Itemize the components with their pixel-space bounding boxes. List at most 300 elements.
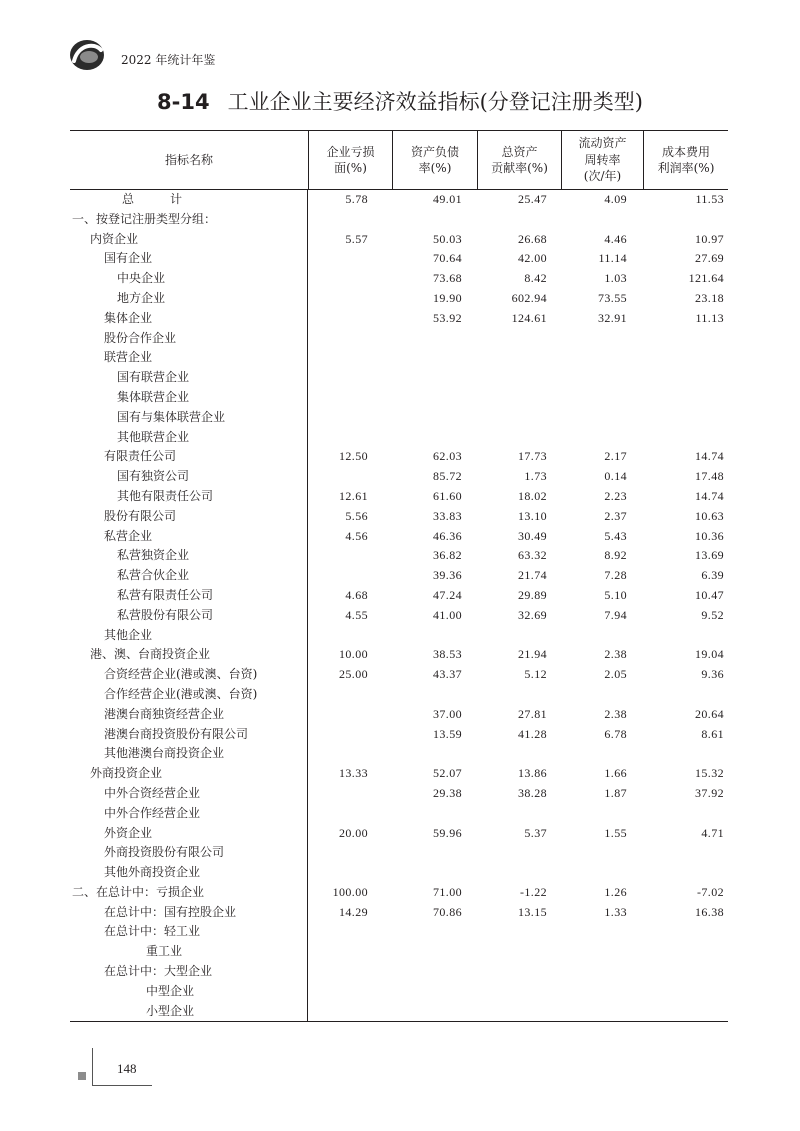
table-row — [70, 566, 728, 586]
current-asset-turnover-cell: 2.05 — [604, 667, 627, 682]
table-row — [70, 903, 728, 923]
data-table — [70, 130, 728, 1022]
row-label: 股份有限公司 — [70, 507, 308, 527]
cost-profit-margin-cell — [643, 962, 728, 982]
loss-ratio-cell — [308, 863, 392, 883]
loss-ratio-cell — [308, 725, 392, 745]
header-line: 周转率 — [584, 152, 621, 167]
table-row — [70, 1002, 728, 1022]
asset-contribution-rate-cell: 26.68 — [518, 231, 547, 246]
cost-profit-margin-cell — [643, 626, 728, 646]
row-label: 联营企业 — [70, 348, 308, 368]
current-asset-turnover-cell — [561, 626, 643, 646]
asset-liability-ratio-cell — [392, 843, 477, 863]
asset-liability-ratio-cell — [392, 368, 477, 388]
asset-contribution-rate-cell: 8.42 — [524, 271, 547, 286]
asset-liability-ratio-cell: 70.64 — [433, 251, 462, 266]
current-asset-turnover-cell — [561, 962, 643, 982]
loss-ratio-cell — [308, 348, 392, 368]
loss-ratio-cell — [308, 566, 392, 586]
row-label: 其他联营企业 — [70, 428, 308, 448]
loss-ratio-cell — [308, 1002, 392, 1022]
loss-ratio-cell: 4.68 — [345, 587, 368, 602]
cost-profit-margin-cell — [643, 744, 728, 764]
row-label: 合作经营企业(港或澳、台资) — [70, 685, 308, 705]
footer-rule — [92, 1085, 152, 1086]
asset-contribution-rate-cell — [477, 329, 561, 349]
row-label: 在总计中：大型企业 — [70, 962, 308, 982]
loss-ratio-cell — [308, 210, 392, 230]
asset-liability-ratio-cell — [392, 329, 477, 349]
current-asset-turnover-cell: 1.66 — [604, 766, 627, 781]
table-row — [70, 606, 728, 626]
loss-ratio-cell: 4.56 — [345, 528, 368, 543]
row-label: 其他外商投资企业 — [70, 863, 308, 883]
table-row — [70, 190, 728, 210]
asset-liability-ratio-cell — [392, 804, 477, 824]
current-asset-turnover-cell — [561, 685, 643, 705]
asset-contribution-rate-cell — [477, 408, 561, 428]
asset-contribution-rate-cell: 32.69 — [518, 607, 547, 622]
cost-profit-margin-cell: 11.53 — [695, 192, 724, 206]
asset-contribution-rate-cell: -1.22 — [520, 884, 547, 899]
cost-profit-margin-cell: 20.64 — [695, 706, 724, 721]
asset-contribution-rate-cell — [477, 922, 561, 942]
asset-liability-ratio-cell: 38.53 — [433, 647, 462, 662]
asset-liability-ratio-cell — [392, 408, 477, 428]
row-label: 中外合资经营企业 — [70, 784, 308, 804]
current-asset-turnover-cell: 2.23 — [604, 488, 627, 503]
current-asset-turnover-cell — [561, 1002, 643, 1022]
cost-profit-margin-cell: 37.92 — [695, 785, 724, 800]
loss-ratio-cell — [308, 962, 392, 982]
table-row — [70, 824, 728, 844]
row-label: 中外合作经营企业 — [70, 804, 308, 824]
asset-contribution-rate-cell — [477, 843, 561, 863]
table-row — [70, 922, 728, 942]
table-row — [70, 843, 728, 863]
cost-profit-margin-cell — [643, 804, 728, 824]
current-asset-turnover-cell: 2.38 — [604, 706, 627, 721]
header-line: 指标名称 — [164, 152, 213, 167]
table-row — [70, 249, 728, 269]
row-label: 外资企业 — [70, 824, 308, 844]
cost-profit-margin-cell: 14.74 — [695, 449, 724, 464]
asset-contribution-rate-cell: 13.15 — [518, 904, 547, 919]
asset-liability-ratio-cell: 59.96 — [433, 825, 462, 840]
table-row — [70, 428, 728, 448]
asset-liability-ratio-cell — [392, 626, 477, 646]
asset-liability-ratio-cell: 50.03 — [433, 231, 462, 246]
current-asset-turnover-cell: 1.03 — [604, 271, 627, 286]
cost-profit-margin-cell — [643, 942, 728, 962]
loss-ratio-cell — [308, 428, 392, 448]
cost-profit-margin-cell: 9.36 — [701, 667, 724, 682]
cost-profit-margin-cell: 15.32 — [695, 766, 724, 781]
table-row — [70, 764, 728, 784]
current-asset-turnover-cell: 2.38 — [604, 647, 627, 662]
table-row — [70, 645, 728, 665]
table-row — [70, 408, 728, 428]
row-label: 股份合作企业 — [70, 329, 308, 349]
cost-profit-margin-cell: 10.36 — [695, 528, 724, 543]
row-label: 总 计 — [70, 190, 308, 210]
table-row — [70, 744, 728, 764]
row-label: 小型企业 — [70, 1002, 308, 1022]
row-label: 其他企业 — [70, 626, 308, 646]
cost-profit-margin-cell — [643, 685, 728, 705]
cost-profit-margin-cell — [643, 982, 728, 1002]
asset-contribution-rate-cell — [477, 348, 561, 368]
row-label: 中央企业 — [70, 269, 308, 289]
asset-liability-ratio-cell — [392, 863, 477, 883]
cost-profit-margin-cell: 121.64 — [688, 271, 724, 286]
asset-contribution-rate-cell: 41.28 — [518, 726, 547, 741]
table-row — [70, 962, 728, 982]
table-row — [70, 626, 728, 646]
row-label: 重工业 — [70, 942, 308, 962]
current-asset-turnover-cell: 5.10 — [604, 587, 627, 602]
current-asset-turnover-cell: 11.14 — [598, 251, 627, 266]
loss-ratio-cell: 13.33 — [339, 766, 368, 781]
asset-liability-ratio-cell — [392, 962, 477, 982]
table-row — [70, 230, 728, 250]
cost-profit-margin-cell: 10.63 — [695, 508, 724, 523]
current-asset-turnover-cell: 1.87 — [604, 785, 627, 800]
asset-liability-ratio-cell — [392, 388, 477, 408]
loss-ratio-cell — [308, 626, 392, 646]
asset-contribution-rate-cell: 30.49 — [518, 528, 547, 543]
table-header — [70, 130, 728, 190]
cost-profit-margin-cell — [643, 408, 728, 428]
cost-profit-margin-cell — [643, 863, 728, 883]
loss-ratio-cell: 5.56 — [345, 508, 368, 523]
statistics-emblem-icon — [68, 38, 106, 72]
loss-ratio-cell — [308, 467, 392, 487]
table-row — [70, 725, 728, 745]
current-asset-turnover-cell: 73.55 — [598, 290, 627, 305]
cost-profit-margin-cell: 17.48 — [695, 469, 724, 484]
asset-contribution-rate-cell — [477, 942, 561, 962]
table-row — [70, 447, 728, 467]
header-line: 资产负债 — [410, 144, 459, 159]
asset-contribution-rate-cell: 38.28 — [518, 785, 547, 800]
header-line: 面(%) — [334, 161, 367, 175]
loss-ratio-cell: 10.00 — [339, 647, 368, 662]
row-label: 国有与集体联营企业 — [70, 408, 308, 428]
loss-ratio-cell — [308, 804, 392, 824]
cost-profit-margin-cell: 9.52 — [701, 607, 724, 622]
loss-ratio-cell — [308, 309, 392, 329]
header-line: 率(%) — [418, 161, 452, 175]
current-asset-turnover-cell — [561, 922, 643, 942]
row-label: 二、在总计中：亏损企业 — [70, 883, 308, 903]
asset-liability-ratio-cell: 36.82 — [433, 548, 462, 563]
cost-profit-margin-cell: 14.74 — [695, 488, 724, 503]
current-asset-turnover-cell: 4.09 — [604, 192, 627, 206]
asset-contribution-rate-cell: 27.81 — [518, 706, 547, 721]
asset-liability-ratio-cell: 33.83 — [433, 508, 462, 523]
asset-liability-ratio-cell: 52.07 — [433, 766, 462, 781]
asset-liability-ratio-cell: 61.60 — [433, 488, 462, 503]
table-row — [70, 784, 728, 804]
table-row — [70, 982, 728, 1002]
asset-contribution-rate-cell: 25.47 — [518, 192, 547, 206]
column-header-asset-liability-ratio — [392, 131, 477, 189]
table-number: 8-14 — [157, 90, 210, 114]
asset-liability-ratio-cell — [392, 210, 477, 230]
page-number: 148 — [117, 1061, 137, 1076]
loss-ratio-cell — [308, 705, 392, 725]
loss-ratio-cell: 12.61 — [339, 488, 368, 503]
yearbook-title: 2022 年统计年鉴 — [121, 53, 216, 67]
table-row — [70, 210, 728, 230]
row-label: 国有联营企业 — [70, 368, 308, 388]
asset-liability-ratio-cell: 46.36 — [433, 528, 462, 543]
cost-profit-margin-cell — [643, 922, 728, 942]
asset-contribution-rate-cell: 602.94 — [511, 290, 547, 305]
asset-liability-ratio-cell: 47.24 — [433, 587, 462, 602]
loss-ratio-cell: 20.00 — [339, 825, 368, 840]
asset-contribution-rate-cell: 29.89 — [518, 587, 547, 602]
table-row — [70, 586, 728, 606]
asset-contribution-rate-cell — [477, 626, 561, 646]
row-label: 集体联营企业 — [70, 388, 308, 408]
asset-contribution-rate-cell: 5.37 — [524, 825, 547, 840]
loss-ratio-cell: 5.57 — [345, 231, 368, 246]
row-label: 国有独资公司 — [70, 467, 308, 487]
asset-liability-ratio-cell: 39.36 — [433, 568, 462, 583]
cost-profit-margin-cell — [643, 1002, 728, 1022]
table-row — [70, 685, 728, 705]
current-asset-turnover-cell: 2.37 — [604, 508, 627, 523]
current-asset-turnover-cell — [561, 863, 643, 883]
header-line: 企业亏损 — [326, 144, 375, 159]
current-asset-turnover-cell — [561, 368, 643, 388]
loss-ratio-cell — [308, 249, 392, 269]
current-asset-turnover-cell: 32.91 — [598, 310, 627, 325]
row-label: 私营独资企业 — [70, 546, 308, 566]
row-label: 在总计中：轻工业 — [70, 922, 308, 942]
asset-liability-ratio-cell — [392, 685, 477, 705]
loss-ratio-cell — [308, 685, 392, 705]
asset-liability-ratio-cell: 13.59 — [433, 726, 462, 741]
cost-profit-margin-cell: 8.61 — [701, 726, 724, 741]
asset-liability-ratio-cell — [392, 428, 477, 448]
header-line: 成本费用 — [661, 144, 710, 159]
asset-liability-ratio-cell — [392, 942, 477, 962]
loss-ratio-cell: 25.00 — [339, 667, 368, 682]
asset-contribution-rate-cell: 1.73 — [524, 469, 547, 484]
current-asset-turnover-cell — [561, 210, 643, 230]
loss-ratio-cell — [308, 784, 392, 804]
current-asset-turnover-cell: 6.78 — [604, 726, 627, 741]
row-label: 地方企业 — [70, 289, 308, 309]
row-label: 私营企业 — [70, 527, 308, 547]
table-row — [70, 942, 728, 962]
table-body — [70, 190, 728, 1022]
loss-ratio-cell — [308, 546, 392, 566]
asset-liability-ratio-cell: 43.37 — [433, 667, 462, 682]
table-row — [70, 368, 728, 388]
loss-ratio-cell: 12.50 — [339, 449, 368, 464]
loss-ratio-cell — [308, 744, 392, 764]
table-row — [70, 487, 728, 507]
asset-contribution-rate-cell — [477, 210, 561, 230]
current-asset-turnover-cell — [561, 408, 643, 428]
cost-profit-margin-cell: 19.04 — [695, 647, 724, 662]
table-row — [70, 527, 728, 547]
asset-contribution-rate-cell — [477, 428, 561, 448]
asset-liability-ratio-cell — [392, 982, 477, 1002]
row-label: 中型企业 — [70, 982, 308, 1002]
asset-contribution-rate-cell — [477, 685, 561, 705]
cost-profit-margin-cell — [643, 428, 728, 448]
cost-profit-margin-cell — [643, 210, 728, 230]
current-asset-turnover-cell — [561, 388, 643, 408]
loss-ratio-cell — [308, 942, 392, 962]
current-asset-turnover-cell — [561, 744, 643, 764]
asset-contribution-rate-cell — [477, 982, 561, 1002]
table-row — [70, 546, 728, 566]
loss-ratio-cell — [308, 408, 392, 428]
loss-ratio-cell — [308, 982, 392, 1002]
asset-liability-ratio-cell: 71.00 — [433, 884, 462, 899]
table-row — [70, 507, 728, 527]
header-line: 总资产 — [501, 144, 538, 159]
loss-ratio-cell — [308, 843, 392, 863]
table-row — [70, 883, 728, 903]
asset-liability-ratio-cell: 37.00 — [433, 706, 462, 721]
loss-ratio-cell — [308, 368, 392, 388]
row-label: 外商投资企业 — [70, 764, 308, 784]
loss-ratio-cell — [308, 388, 392, 408]
current-asset-turnover-cell: 7.94 — [604, 607, 627, 622]
cost-profit-margin-cell: 10.97 — [695, 231, 724, 246]
table-row — [70, 309, 728, 329]
cost-profit-margin-cell: 6.39 — [701, 568, 724, 583]
loss-ratio-cell — [308, 922, 392, 942]
row-label: 国有企业 — [70, 249, 308, 269]
row-label: 集体企业 — [70, 309, 308, 329]
asset-liability-ratio-cell — [392, 348, 477, 368]
asset-liability-ratio-cell: 29.38 — [433, 785, 462, 800]
asset-liability-ratio-cell: 49.01 — [433, 192, 462, 206]
asset-contribution-rate-cell: 13.10 — [518, 508, 547, 523]
asset-contribution-rate-cell: 124.61 — [511, 310, 547, 325]
cost-profit-margin-cell — [643, 329, 728, 349]
row-label: 港、澳、台商投资企业 — [70, 645, 308, 665]
cost-profit-margin-cell: 11.13 — [695, 310, 724, 325]
loss-ratio-cell — [308, 329, 392, 349]
row-label: 其他有限责任公司 — [70, 487, 308, 507]
current-asset-turnover-cell: 7.28 — [604, 568, 627, 583]
column-header-current-asset-turnover — [561, 131, 643, 189]
row-label: 其他港澳台商投资企业 — [70, 744, 308, 764]
table-row — [70, 348, 728, 368]
table-row — [70, 269, 728, 289]
loss-ratio-cell: 14.29 — [339, 904, 368, 919]
loss-ratio-cell: 4.55 — [345, 607, 368, 622]
asset-liability-ratio-cell — [392, 922, 477, 942]
current-asset-turnover-cell: 4.46 — [604, 231, 627, 246]
header-line: 流动资产 — [578, 136, 627, 151]
row-label: 私营股份有限公司 — [70, 606, 308, 626]
asset-contribution-rate-cell — [477, 388, 561, 408]
cost-profit-margin-cell: 13.69 — [695, 548, 724, 563]
row-label: 一、按登记注册类型分组： — [70, 210, 308, 230]
row-label: 在总计中：国有控股企业 — [70, 903, 308, 923]
current-asset-turnover-cell — [561, 942, 643, 962]
row-label: 港澳台商投资股份有限公司 — [70, 725, 308, 745]
cost-profit-margin-cell — [643, 368, 728, 388]
footer-marker — [78, 1072, 86, 1080]
footer-divider — [92, 1048, 93, 1086]
row-label: 有限责任公司 — [70, 447, 308, 467]
asset-contribution-rate-cell — [477, 804, 561, 824]
asset-contribution-rate-cell — [477, 863, 561, 883]
asset-contribution-rate-cell — [477, 1002, 561, 1022]
current-asset-turnover-cell — [561, 804, 643, 824]
cost-profit-margin-cell: 4.71 — [701, 825, 724, 840]
asset-liability-ratio-cell — [392, 744, 477, 764]
asset-contribution-rate-cell — [477, 368, 561, 388]
cost-profit-margin-cell — [643, 388, 728, 408]
current-asset-turnover-cell: 2.17 — [604, 449, 627, 464]
cost-profit-margin-cell — [643, 348, 728, 368]
table-row — [70, 863, 728, 883]
header-line: 贡献率(%) — [491, 161, 548, 175]
asset-liability-ratio-cell: 70.86 — [433, 904, 462, 919]
current-asset-turnover-cell: 5.43 — [604, 528, 627, 543]
asset-contribution-rate-cell: 18.02 — [518, 488, 547, 503]
loss-ratio-cell: 5.78 — [345, 192, 368, 206]
cost-profit-margin-cell: -7.02 — [697, 884, 724, 899]
table-row — [70, 289, 728, 309]
cost-profit-margin-cell: 16.38 — [695, 904, 724, 919]
current-asset-turnover-cell — [561, 428, 643, 448]
current-asset-turnover-cell: 0.14 — [604, 469, 627, 484]
asset-contribution-rate-cell: 21.94 — [518, 647, 547, 662]
asset-liability-ratio-cell: 53.92 — [433, 310, 462, 325]
loss-ratio-cell — [308, 289, 392, 309]
cost-profit-margin-cell — [643, 843, 728, 863]
asset-contribution-rate-cell: 21.74 — [518, 568, 547, 583]
loss-ratio-cell: 100.00 — [332, 884, 368, 899]
asset-liability-ratio-cell: 19.90 — [433, 290, 462, 305]
cost-profit-margin-cell: 10.47 — [695, 587, 724, 602]
asset-contribution-rate-cell — [477, 962, 561, 982]
column-header-asset-contribution-rate — [477, 131, 561, 189]
asset-liability-ratio-cell: 62.03 — [433, 449, 462, 464]
asset-contribution-rate-cell: 5.12 — [524, 667, 547, 682]
asset-contribution-rate-cell: 17.73 — [518, 449, 547, 464]
asset-contribution-rate-cell: 13.86 — [518, 766, 547, 781]
current-asset-turnover-cell — [561, 329, 643, 349]
current-asset-turnover-cell: 1.33 — [604, 904, 627, 919]
current-asset-turnover-cell: 8.92 — [604, 548, 627, 563]
asset-liability-ratio-cell — [392, 1002, 477, 1022]
loss-ratio-cell — [308, 269, 392, 289]
column-header-indicator-name — [70, 131, 308, 189]
header-line: (次/年) — [583, 169, 622, 184]
asset-contribution-rate-cell: 42.00 — [518, 251, 547, 266]
current-asset-turnover-cell — [561, 982, 643, 1002]
asset-contribution-rate-cell — [477, 744, 561, 764]
asset-liability-ratio-cell: 85.72 — [433, 469, 462, 484]
row-label: 私营有限责任公司 — [70, 586, 308, 606]
column-header-loss-ratio — [308, 131, 392, 189]
